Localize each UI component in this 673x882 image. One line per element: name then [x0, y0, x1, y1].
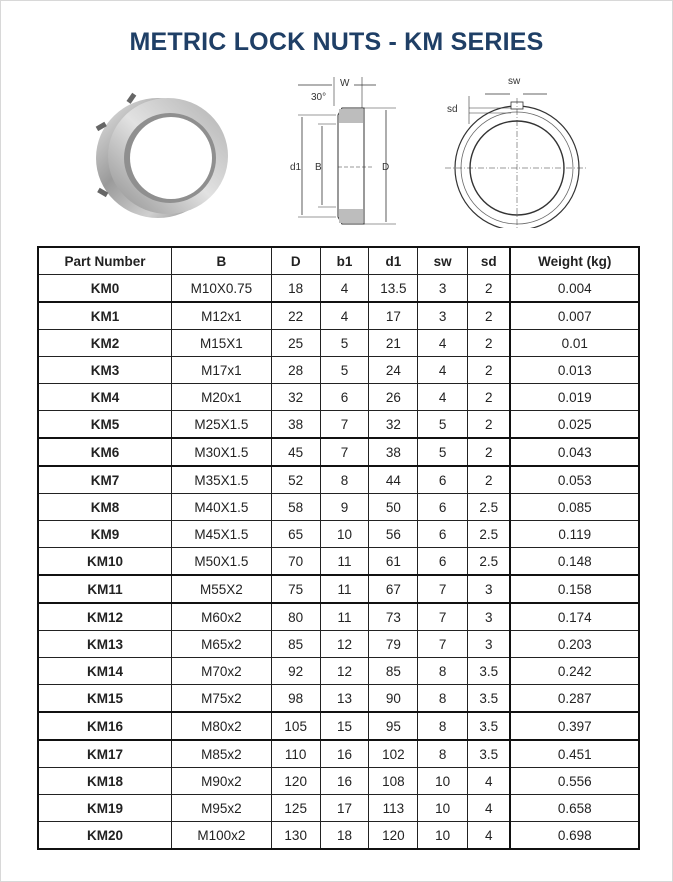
cell-weight: 0.119: [510, 521, 639, 548]
cell-b: M45X1.5: [172, 521, 272, 548]
cell-b: M17x1: [172, 357, 272, 384]
table-row: [38, 548, 639, 576]
cell-weight: 0.698: [510, 822, 639, 850]
cell-sd: 4: [468, 768, 511, 795]
page-title: METRIC LOCK NUTS - KM SERIES: [129, 28, 544, 56]
cell-b: M95x2: [172, 795, 272, 822]
cell-d: 52: [271, 466, 320, 494]
cell-sd: 3.5: [468, 712, 511, 740]
cell-b: M15X1: [172, 330, 272, 357]
cell-sd: 3.5: [468, 685, 511, 713]
cell-sd: 4: [468, 822, 511, 850]
cell-b1: 18: [320, 822, 369, 850]
cell-d: 98: [271, 685, 320, 713]
table-row: [38, 712, 639, 740]
cell-b1: 11: [320, 548, 369, 576]
cell-b: M90x2: [172, 768, 272, 795]
cell-sw: 8: [418, 740, 468, 768]
table-row: [38, 384, 639, 411]
cell-d1: 90: [369, 685, 418, 713]
cell-weight: 0.085: [510, 494, 639, 521]
cell-sw: 5: [418, 411, 468, 439]
cell-b: M25X1.5: [172, 411, 272, 439]
cell-sd: 3.5: [468, 740, 511, 768]
cell-sw: 8: [418, 712, 468, 740]
cell-sd: 2.5: [468, 548, 511, 576]
cell-b1: 4: [320, 275, 369, 303]
cell-d: 130: [271, 822, 320, 850]
cell-b: M30X1.5: [172, 438, 272, 466]
table-row: [38, 740, 639, 768]
side-section-diagram: [278, 72, 408, 228]
table-header-row: [38, 247, 639, 275]
table-row: [38, 575, 639, 603]
cell-weight: 0.158: [510, 575, 639, 603]
cell-sd: 2: [468, 384, 511, 411]
cell-part: KM8: [38, 494, 172, 521]
label-sd: sd: [447, 104, 458, 115]
cell-d1: 113: [369, 795, 418, 822]
cell-sw: 3: [418, 275, 468, 303]
cell-sd: 2: [468, 411, 511, 439]
cell-d: 70: [271, 548, 320, 576]
cell-d: 125: [271, 795, 320, 822]
cell-weight: 0.043: [510, 438, 639, 466]
cell-sd: 3: [468, 631, 511, 658]
table-row: [38, 275, 639, 303]
label-d1: d1: [290, 162, 302, 173]
cell-part: KM6: [38, 438, 172, 466]
cell-d: 85: [271, 631, 320, 658]
cell-d1: 50: [369, 494, 418, 521]
col-header-b: B: [172, 247, 272, 275]
km-series-table: [37, 246, 640, 850]
cell-part: KM0: [38, 275, 172, 303]
table-row: [38, 302, 639, 330]
cell-sw: 10: [418, 822, 468, 850]
table-row: [38, 357, 639, 384]
cell-d1: 79: [369, 631, 418, 658]
cell-b: M50X1.5: [172, 548, 272, 576]
cell-sd: 2: [468, 330, 511, 357]
cell-sw: 4: [418, 330, 468, 357]
cell-d: 38: [271, 411, 320, 439]
cell-b1: 6: [320, 384, 369, 411]
cell-sw: 7: [418, 603, 468, 631]
cell-b1: 11: [320, 603, 369, 631]
cell-d: 110: [271, 740, 320, 768]
table-row: [38, 438, 639, 466]
cell-weight: 0.397: [510, 712, 639, 740]
cell-d1: 67: [369, 575, 418, 603]
cell-weight: 0.053: [510, 466, 639, 494]
cell-b: M35X1.5: [172, 466, 272, 494]
table-row: [38, 494, 639, 521]
cell-d: 120: [271, 768, 320, 795]
cell-part: KM2: [38, 330, 172, 357]
cell-b: M10X0.75: [172, 275, 272, 303]
cell-d1: 73: [369, 603, 418, 631]
col-header-sw: sw: [418, 247, 468, 275]
label-b: B: [315, 162, 322, 173]
cell-weight: 0.019: [510, 384, 639, 411]
cell-b1: 12: [320, 631, 369, 658]
cell-sd: 2: [468, 357, 511, 384]
cell-weight: 0.025: [510, 411, 639, 439]
cell-weight: 0.203: [510, 631, 639, 658]
cell-b1: 11: [320, 575, 369, 603]
cell-sw: 8: [418, 685, 468, 713]
col-header-weight: Weight (kg): [510, 247, 639, 275]
cell-weight: 0.007: [510, 302, 639, 330]
cell-part: KM3: [38, 357, 172, 384]
lock-nut-photo: [88, 86, 238, 226]
cell-d1: 17: [369, 302, 418, 330]
table-row: [38, 466, 639, 494]
cell-part: KM18: [38, 768, 172, 795]
table-body: [38, 275, 639, 850]
cell-sw: 7: [418, 631, 468, 658]
cell-weight: 0.174: [510, 603, 639, 631]
table-row: [38, 685, 639, 713]
cell-b: M75x2: [172, 685, 272, 713]
cell-sw: 8: [418, 658, 468, 685]
cell-d1: 85: [369, 658, 418, 685]
front-view-diagram: [435, 72, 590, 228]
cell-weight: 0.451: [510, 740, 639, 768]
cell-weight: 0.148: [510, 548, 639, 576]
cell-b: M40X1.5: [172, 494, 272, 521]
cell-sw: 5: [418, 438, 468, 466]
cell-part: KM17: [38, 740, 172, 768]
cell-part: KM14: [38, 658, 172, 685]
cell-d1: 61: [369, 548, 418, 576]
cell-sw: 6: [418, 521, 468, 548]
cell-b1: 12: [320, 658, 369, 685]
cell-d: 105: [271, 712, 320, 740]
cell-d: 58: [271, 494, 320, 521]
col-header-b1: b1: [320, 247, 369, 275]
cell-sd: 4: [468, 795, 511, 822]
table-row: [38, 603, 639, 631]
cell-d1: 24: [369, 357, 418, 384]
cell-weight: 0.01: [510, 330, 639, 357]
table-row: [38, 822, 639, 850]
cell-d: 32: [271, 384, 320, 411]
cell-d1: 26: [369, 384, 418, 411]
cell-weight: 0.242: [510, 658, 639, 685]
table-row: [38, 330, 639, 357]
cell-part: KM9: [38, 521, 172, 548]
col-header-part-number: Part Number: [38, 247, 172, 275]
cell-b: M20x1: [172, 384, 272, 411]
table-row: [38, 521, 639, 548]
cell-b1: 15: [320, 712, 369, 740]
cell-b1: 8: [320, 466, 369, 494]
cell-part: KM19: [38, 795, 172, 822]
cell-d: 45: [271, 438, 320, 466]
cell-part: KM20: [38, 822, 172, 850]
cell-part: KM12: [38, 603, 172, 631]
cell-sd: 2.5: [468, 521, 511, 548]
cell-d: 28: [271, 357, 320, 384]
cell-sw: 6: [418, 466, 468, 494]
cell-part: KM11: [38, 575, 172, 603]
cell-part: KM13: [38, 631, 172, 658]
label-sw: sw: [508, 76, 521, 87]
cell-d: 25: [271, 330, 320, 357]
cell-b: M65x2: [172, 631, 272, 658]
cell-part: KM4: [38, 384, 172, 411]
cell-d: 18: [271, 275, 320, 303]
cell-part: KM15: [38, 685, 172, 713]
cell-b1: 9: [320, 494, 369, 521]
cell-sw: 10: [418, 795, 468, 822]
cell-part: KM16: [38, 712, 172, 740]
cell-sw: 4: [418, 384, 468, 411]
cell-b1: 13: [320, 685, 369, 713]
cell-d1: 38: [369, 438, 418, 466]
label-w: W: [340, 78, 350, 89]
cell-d1: 21: [369, 330, 418, 357]
cell-b1: 10: [320, 521, 369, 548]
cell-b1: 16: [320, 740, 369, 768]
table-row: [38, 768, 639, 795]
cell-sd: 2: [468, 275, 511, 303]
cell-sd: 2: [468, 302, 511, 330]
cell-sw: 6: [418, 494, 468, 521]
cell-sd: 2: [468, 438, 511, 466]
cell-weight: 0.004: [510, 275, 639, 303]
cell-d: 92: [271, 658, 320, 685]
cell-d1: 13.5: [369, 275, 418, 303]
cell-weight: 0.287: [510, 685, 639, 713]
cell-sd: 2: [468, 466, 511, 494]
cell-weight: 0.556: [510, 768, 639, 795]
cell-d1: 32: [369, 411, 418, 439]
cell-b: M12x1: [172, 302, 272, 330]
cell-sw: 7: [418, 575, 468, 603]
table-row: [38, 631, 639, 658]
cell-b: M100x2: [172, 822, 272, 850]
cell-part: KM5: [38, 411, 172, 439]
cell-d: 80: [271, 603, 320, 631]
cell-b: M70x2: [172, 658, 272, 685]
cell-sw: 6: [418, 548, 468, 576]
cell-part: KM1: [38, 302, 172, 330]
cell-d1: 102: [369, 740, 418, 768]
label-d: D: [382, 162, 390, 173]
cell-d: 22: [271, 302, 320, 330]
cell-d: 65: [271, 521, 320, 548]
cell-b: M55X2: [172, 575, 272, 603]
cell-sd: 3.5: [468, 658, 511, 685]
cell-sd: 3: [468, 575, 511, 603]
cell-sd: 3: [468, 603, 511, 631]
cell-b1: 5: [320, 330, 369, 357]
cell-weight: 0.658: [510, 795, 639, 822]
table-row: [38, 658, 639, 685]
cell-d1: 108: [369, 768, 418, 795]
cell-weight: 0.013: [510, 357, 639, 384]
cell-sw: 10: [418, 768, 468, 795]
cell-b: M85x2: [172, 740, 272, 768]
cell-b1: 16: [320, 768, 369, 795]
cell-d1: 56: [369, 521, 418, 548]
cell-b1: 4: [320, 302, 369, 330]
cell-b1: 7: [320, 411, 369, 439]
cell-b1: 7: [320, 438, 369, 466]
table-row: [38, 795, 639, 822]
label-angle: 30°: [311, 92, 327, 103]
cell-sw: 3: [418, 302, 468, 330]
cell-d1: 120: [369, 822, 418, 850]
cell-b: M60x2: [172, 603, 272, 631]
cell-b1: 17: [320, 795, 369, 822]
cell-part: KM10: [38, 548, 172, 576]
cell-sw: 4: [418, 357, 468, 384]
cell-b: M80x2: [172, 712, 272, 740]
col-header-sd: sd: [468, 247, 511, 275]
cell-d1: 44: [369, 466, 418, 494]
cell-sd: 2.5: [468, 494, 511, 521]
cell-b1: 5: [320, 357, 369, 384]
cell-d: 75: [271, 575, 320, 603]
col-header-d: D: [271, 247, 320, 275]
col-header-d1: d1: [369, 247, 418, 275]
table-row: [38, 411, 639, 439]
cell-d1: 95: [369, 712, 418, 740]
cell-part: KM7: [38, 466, 172, 494]
